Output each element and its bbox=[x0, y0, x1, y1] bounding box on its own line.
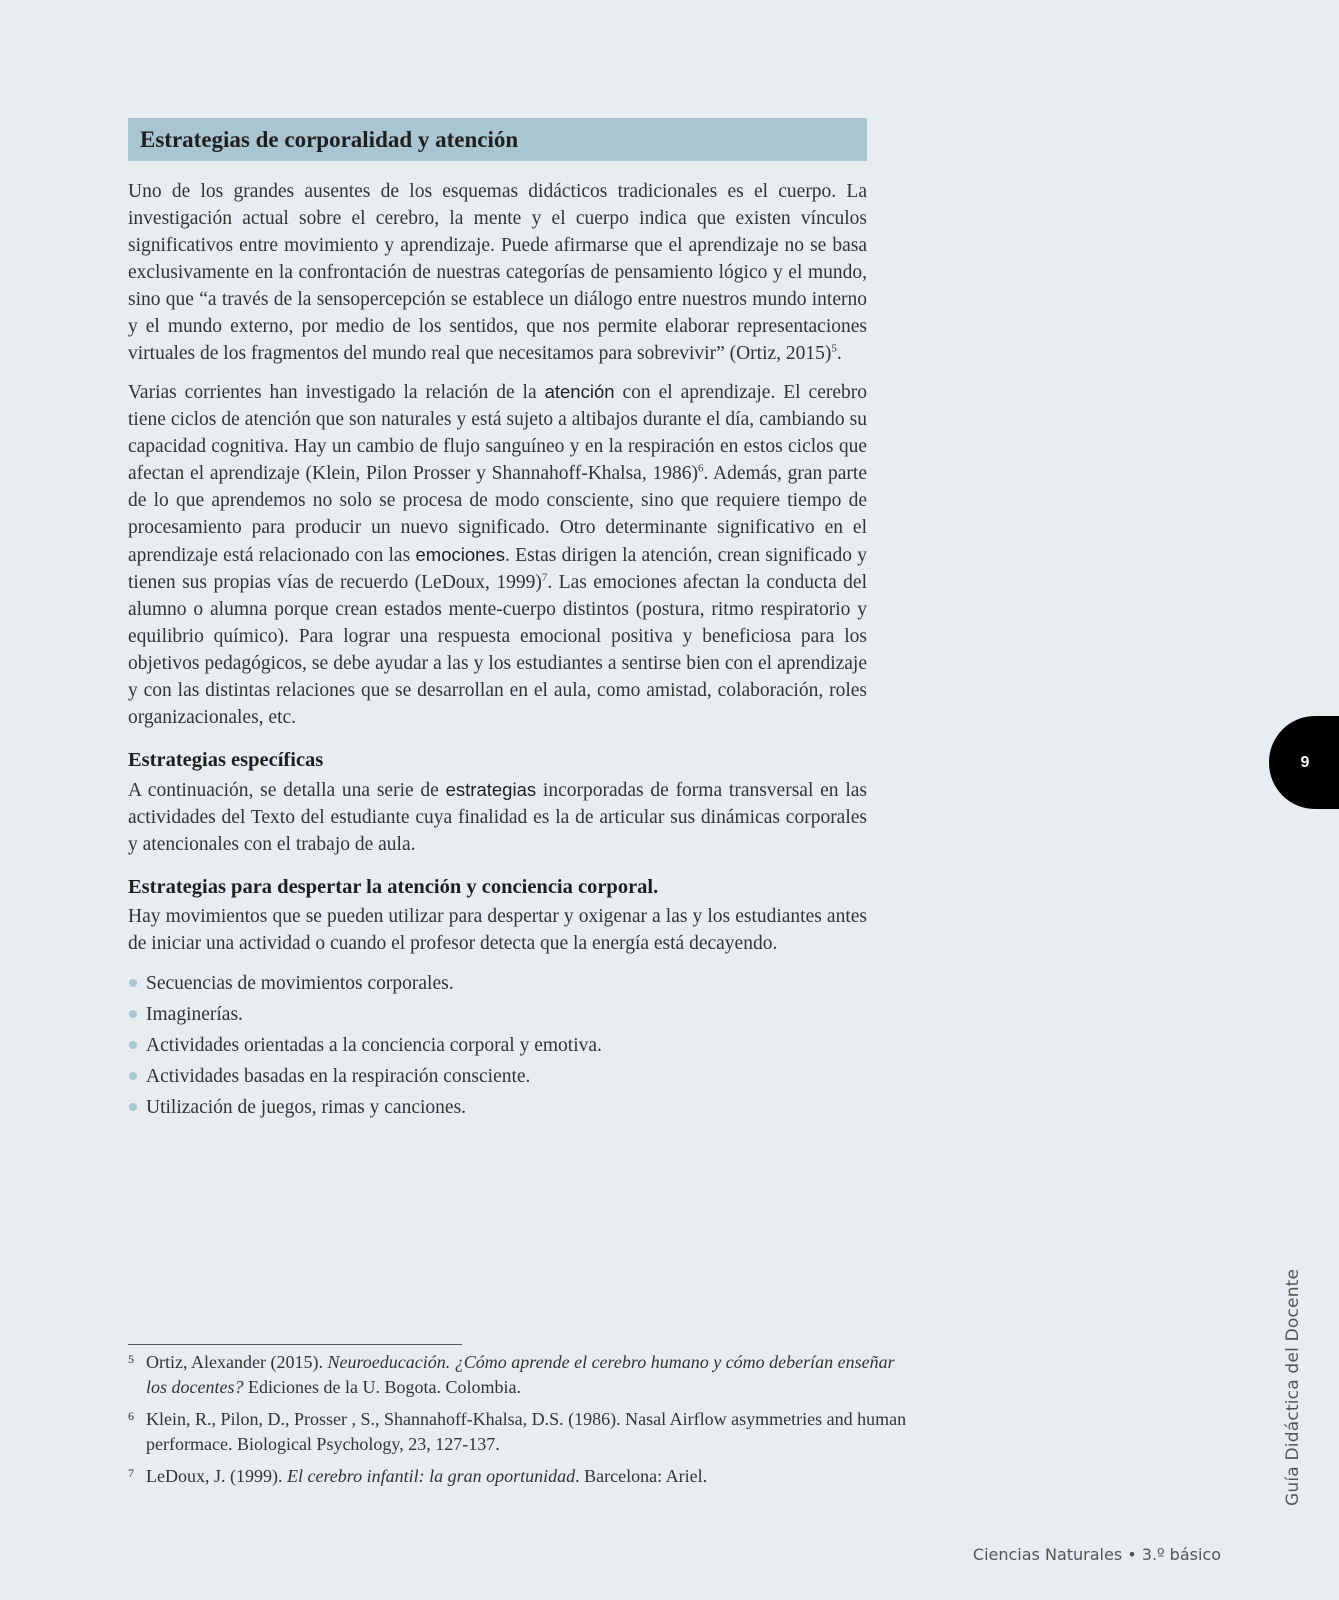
list-item bbox=[128, 1092, 867, 1123]
page-number: 9 bbox=[1300, 754, 1310, 771]
paragraph-2-part-a: Varias corrientes han investigado la relación de la bbox=[128, 382, 545, 403]
footnote-ref-6[interactable]: 6 bbox=[697, 462, 704, 475]
side-running-label: Guía Didáctica del Docente bbox=[1283, 1268, 1303, 1506]
list-item-text: Utilización de juegos, rimas y canciones. bbox=[146, 1097, 467, 1118]
footnote-6 bbox=[128, 1407, 918, 1456]
paragraph-estrategias-especificas bbox=[128, 776, 867, 858]
footnote-5 bbox=[128, 1350, 918, 1399]
list-item bbox=[128, 1061, 867, 1092]
footnote-7-part-a: LeDoux, J. (1999). bbox=[146, 1466, 287, 1486]
list-item-text: Secuencias de movimientos corporales. bbox=[146, 973, 454, 994]
keyword-atencion: atención bbox=[544, 381, 615, 402]
paragraph-despertar-atencion: Hay movimientos que se pueden utilizar para despertar y oxigenar a las y los estudiantes antes de iniciar una actividad o cuando el profesor detecta que la energía está decayendo. bbox=[128, 906, 867, 954]
footnote-number: 6 bbox=[128, 1409, 134, 1423]
list-item-text: Actividades orientadas a la conciencia corporal y emotiva. bbox=[146, 1035, 602, 1056]
footnote-5-title: Neuroeducación. ¿Cómo aprende el cerebro humano y cómo deberían enseñar los docentes? bbox=[146, 1352, 895, 1397]
footnote-number: 5 bbox=[128, 1352, 134, 1366]
footnote-5-part-b: Ediciones de la U. Bogota. Colombia. bbox=[243, 1376, 521, 1397]
paragraph-2-part-b: con el aprendizaje. El cerebro tiene ciclos de atención que son naturales y está sujeto a altibajos durante el día, cambiando su capacidad cognitiva. Hay un cambio de flujo sanguíneo y en la respiración en estos ciclos que afectan el aprendizaje (Klein, Pilon Prosser y Shannahoff-Khalsa, 1986) bbox=[128, 382, 867, 484]
footnote-5-part-a: Ortiz, Alexander (2015). bbox=[146, 1352, 328, 1372]
footnote-7-part-b: . Barcelona: Ariel. bbox=[575, 1466, 708, 1486]
list-item-text: Imaginerías. bbox=[146, 1004, 243, 1025]
footnote-7 bbox=[128, 1464, 918, 1489]
paragraph-body-1 bbox=[128, 178, 867, 367]
footnote-6-text: Klein, R., Pilon, D., Prosser , S., Shannahoff-Khalsa, D.S. (1986). Nasal Airflow asymmetries and human performace. Biological Psychology, 23, 127-137. bbox=[146, 1409, 907, 1454]
strategy-list bbox=[128, 968, 867, 1123]
footnote-number: 7 bbox=[128, 1466, 134, 1480]
bullet-dot-icon bbox=[129, 1041, 137, 1049]
page-number-tab bbox=[1269, 716, 1339, 809]
footnote-ref-5[interactable]: 5 bbox=[831, 342, 837, 355]
footnote-ref-7[interactable]: 7 bbox=[541, 571, 548, 584]
keyword-estrategias: estrategias bbox=[445, 779, 537, 800]
list-item-text: Actividades basadas en la respiración consciente. bbox=[146, 1066, 531, 1087]
paragraph-2-part-e: . Las emociones afectan la conducta del alumno o alumna porque crean estados mente-cuerpo distintos (postura, ritmo respiratorio y equilibrio químico). Para lograr una respuesta emocional positiva y beneficiosa para los objetivos pedagógicos, se debe ayudar a las y los estudiantes a sentirse bien con el aprendizaje y con las distintas relaciones que se desarrollan en el aula, como amistad, colaboración, roles organizacionales, etc. bbox=[128, 572, 867, 728]
bullet-dot-icon bbox=[129, 1072, 137, 1080]
bullet-dot-icon bbox=[129, 1010, 137, 1018]
paragraph-2-part-d: . Estas dirigen la atención, crean significado y tienen sus propias vías de recuerdo (LeDoux, 1999) bbox=[128, 545, 868, 593]
section-title bbox=[128, 118, 867, 161]
list-item bbox=[128, 968, 867, 999]
subheading-despertar-atencion: Estrategias para despertar la atención y conciencia corporal. bbox=[128, 876, 659, 898]
bullet-dot-icon bbox=[129, 979, 137, 987]
paragraph-2-part-c: . Además, gran parte de lo que aprendemos no solo se procesa de modo consciente, sino que requiere tiempo de procesamiento para producir un nuevo significado. Otro determinante significativo en el aprendizaje está relacionado con las bbox=[128, 463, 867, 566]
footnote-divider bbox=[128, 1344, 462, 1345]
section-title-text: Estrategias de corporalidad y atención bbox=[140, 126, 519, 152]
footer-running-label: Ciencias Naturales • 3.º básico bbox=[972, 1545, 1221, 1564]
paragraph-3-part-a: A continuación, se detalla una serie de bbox=[128, 780, 446, 801]
paragraph-3-part-b: incorporadas de forma transversal en las actividades del Texto del estudiante cuya finalidad es la de articular sus dinámicas corporales y atencionales con el trabajo de aula. bbox=[128, 780, 867, 855]
keyword-emociones: emociones bbox=[415, 544, 505, 565]
paragraph-1-text: Uno de los grandes ausentes de los esquemas didácticos tradicionales es el cuerpo. La investigación actual sobre el cerebro, la mente y el cuerpo indica que existen vínculos significativos entre movimiento y aprendizaje. Puede afirmarse que el aprendizaje no se basa exclusivamente en la confrontación de nuestras categorías de pensamiento lógico y el mundo, sino que “a través de la sensopercepción se establece un diálogo entre nuestros mundo interno y el mundo externo, por medio de los sentidos, que nos permite elaborar representaciones virtuales de los fragmentos del mundo real que necesitamos para sobrevivir” (Ortiz, 2015) bbox=[128, 181, 867, 364]
footnotes bbox=[128, 1350, 918, 1497]
subheading-estrategias-especificas: Estrategias específicas bbox=[128, 749, 324, 771]
footnote-7-title: El cerebro infantil: la gran oportunidad bbox=[286, 1466, 576, 1486]
paragraph-1-end: . bbox=[836, 343, 842, 364]
bullet-dot-icon bbox=[129, 1103, 137, 1111]
paragraph-body-2 bbox=[128, 378, 867, 731]
list-item bbox=[128, 999, 867, 1030]
main-content bbox=[128, 118, 867, 1123]
list-item bbox=[128, 1030, 867, 1061]
